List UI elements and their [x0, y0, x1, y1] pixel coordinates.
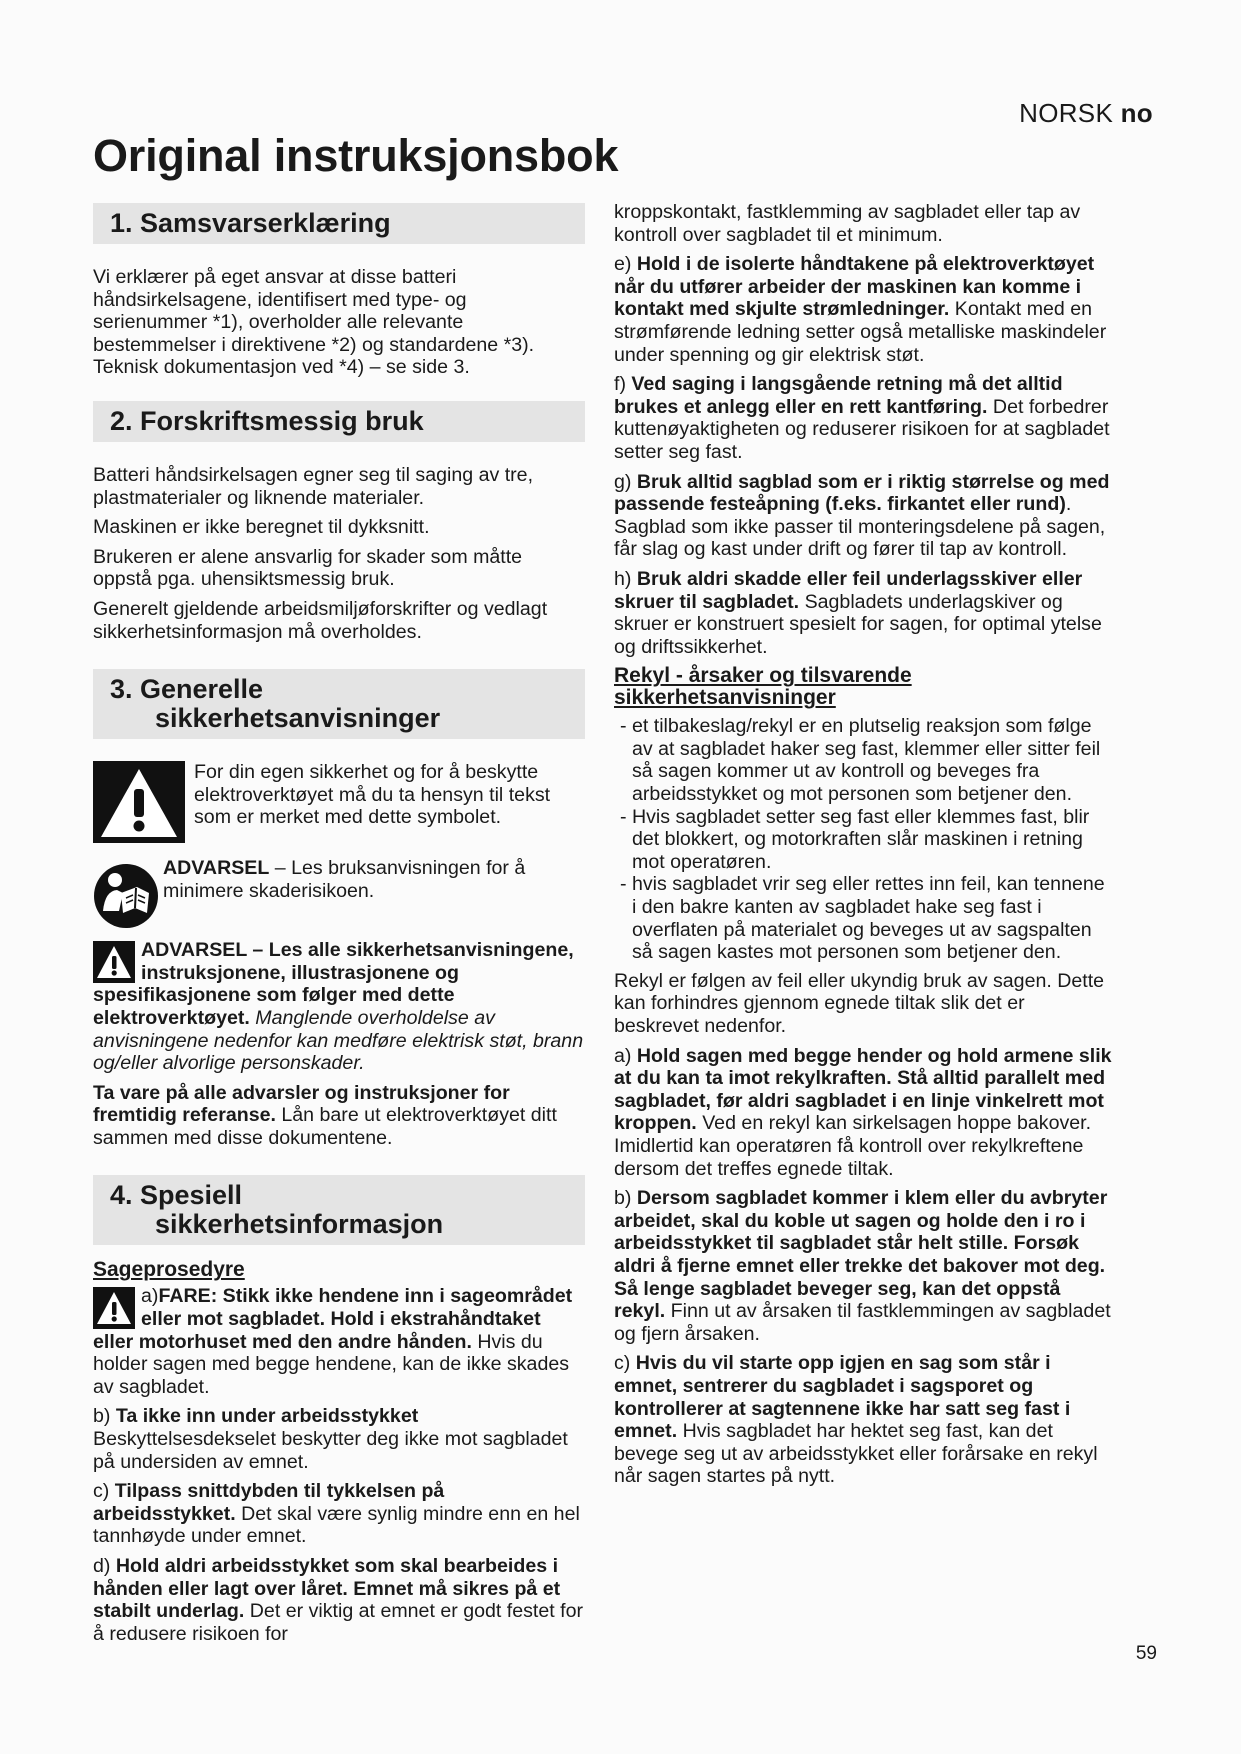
item-d [93, 1555, 585, 1645]
item-prefix: c) [614, 1352, 636, 1375]
item-text: Det skal være synlig mindre enn en hel tannhøyde under emnet. [93, 1502, 580, 1548]
list-item: - Hvis sagbladet setter seg fast eller klemmes fast, blir det blokkert, og motorkraften slår maskinen i retning mot operatøren. [620, 805, 1090, 873]
item-text: Finn ut av årsaken til fastklemmingen av sagbladet og fjern årsaken. [614, 1300, 1111, 1345]
keep-instructions-paragraph [93, 1082, 585, 1150]
item-prefix: g) [614, 470, 637, 493]
subheading-sageprosedyre: Sageprosedyre [93, 1258, 245, 1282]
keep-bold: Ta vare på alle advarsler og instruksjoner for fremtidig referanse. [93, 1081, 510, 1127]
item-prefix: c) [93, 1480, 115, 1503]
paragraph: Generelt gjeldende arbeidsmiljøforskrifter og vedlagt sikkerhetsinformasjon må overholdes. [93, 597, 548, 643]
item-bold: Bruk alltid sagblad som er i riktig størrelse og med passende festeåpning (f.eks. firkantet eller rund) [614, 470, 1110, 516]
item-text: Beskyttelsesdekselet beskytter deg ikke mot sagbladet på undersiden av emnet. [93, 1428, 568, 1473]
section-title-continued: sikkerhetsanvisninger [155, 703, 441, 734]
item-bold: Hold i de isolerte håndtakene på elektroverktøyet når du utfører arbeider der maskinen kan komme i kontakt med skjulte strømledninger. [614, 253, 1095, 321]
advarsel-text: – Les bruksanvisningen for å minimere skaderisikoen. [163, 857, 526, 902]
item-prefix: b) [614, 1187, 637, 1210]
warning-triangle-icon [93, 761, 185, 843]
item-text: Det er viktig at emnet er godt festet for å redusere risikoen for [93, 1600, 584, 1645]
rekyl-item-a [614, 1045, 1114, 1181]
keep-text: Lån bare ut elektroverktøyet ditt sammen med disse dokumentene. [93, 1104, 557, 1149]
section-number: 2. [110, 405, 133, 436]
section-number: 3. [110, 674, 133, 705]
item-bold: Bruk aldri skadde eller feil underlagsskiver eller skruer til sagbladet. [614, 567, 1083, 613]
page-number: 59 [1135, 1643, 1157, 1664]
section-number: 1. [110, 208, 133, 238]
item-text: . Sagblad som ikke passer til monteringsdelene på sagen, får slag og kast under drift og fører til tap av kontroll. [614, 493, 1106, 561]
document-title: Original instruksjonsbok [93, 130, 619, 181]
small-warning-triangle-icon [93, 941, 135, 983]
list-item: - hvis sagbladet vrir seg eller rettes inn feil, kan tennene i den bakre kanten av sagbladet hake seg fast i overflaten på materialet og beveges ut av sagspalten så sagen kastes mot personen som betjener den. [620, 873, 1105, 964]
advarsel-label: ADVARSEL [163, 857, 270, 880]
paragraph: Batteri håndsirkelsagen egner seg til saging av tre, plastmaterialer og liknende materialer. [93, 463, 534, 509]
item-prefix: h) [614, 567, 637, 590]
item-prefix: b) [93, 1405, 116, 1428]
item-text: Det forbedrer kuttenøyaktigheten og reduserer risikoen for at sagbladet setter seg fast. [614, 395, 1110, 463]
list-item: - et tilbakeslag/rekyl er en plutselig reaksjon som følge av at sagbladet haker seg fast, klemmer eller sitter feil så sagen kommer ut av kontroll og beveges fra arbeidsstykket og mot personen som betjener den. [620, 715, 1101, 806]
warning-italic: Manglende overholdelse av anvisningene nedenfor kan medføre elektrisk støt, brann og/eller alvorlige personskader. [93, 1006, 584, 1075]
declaration-text: Vi erklærer på eget ansvar at disse batteri håndsirkelsagene, identifisert med type- og serienummer *1), overholder alle relevante bestemmelser i direktivene *2) og standardene *3). Teknisk dokumentasjon ved *4) – se side 3. [93, 266, 535, 379]
section-heading-3 [93, 669, 585, 739]
rekyl-item-b [614, 1187, 1114, 1345]
read-manual-row [93, 857, 585, 929]
item-bold: Ta ikke inn under arbeidsstykket [115, 1405, 419, 1428]
item-bold: Hold aldri arbeidsstykket som skal bearbeides i hånden eller lagt over låret. Emnet må sikres på et stabilt underlag. [93, 1555, 561, 1623]
item-prefix: a) [141, 1285, 159, 1308]
item-text: Ved en rekyl kan sirkelsagen hoppe bakover. Imidlertid kan operatøren få kontroll over rekylkreftene dersom det treffes egnede tiltak. [614, 1112, 1092, 1180]
subheading-rekyl: Rekyl - årsaker og tilsvarende sikkerhetsanvisninger [614, 664, 912, 710]
warning-bold: ADVARSEL – Les alle sikkerhetsanvisningene, instruksjonene, illustrasjonene og spesifikasjonene som følger med dette elektroverktøyet. [93, 939, 574, 1029]
item-bold: Ved saging i langsgående retning må det alltid brukes et anlegg eller en rett kantføring. [614, 373, 1063, 418]
section-heading-1 [93, 203, 585, 244]
item-a [93, 1285, 585, 1398]
item-bold: FARE: Stikk ikke hendene inn i sageområdet eller mot sagbladet. Hold i ekstrahåndtaket eller motorhuset med den andre hånden. [93, 1285, 573, 1353]
paragraph: Maskinen er ikke beregnet til dykksnitt. [93, 516, 430, 539]
safety-symbol-row [93, 761, 585, 843]
item-prefix: d) [93, 1555, 116, 1577]
item-text: Hvis sagbladet har hektet seg fast, kan det bevege seg ut av arbeidsstykket eller forårsake en rekyl når sagen startes på nytt. [614, 1420, 1098, 1488]
section-heading-2 [93, 401, 585, 442]
paragraph: Brukeren er alene ansvarlig for skader som måtte oppstå pga. uhensiktsmessig bruk. [93, 545, 523, 591]
item-text: Kontakt med en strømførende ledning setter også metalliske maskindeler under spenning og gir elektrisk støt. [614, 298, 1107, 366]
read-manual-icon [93, 863, 159, 929]
rekyl-text: Rekyl er følgen av feil eller ukyndig bruk av sagen. Dette kan forhindres gjennom egnede tiltak slik det er beskrevet nedenfor. [614, 969, 1105, 1037]
item-prefix: a) [614, 1044, 637, 1067]
section-title: Spesiell [140, 1180, 243, 1211]
item-f [614, 373, 1114, 463]
section-title-continued: sikkerhetsinformasjon [155, 1209, 444, 1240]
safety-symbol-text: For din egen sikkerhet og for å beskytte elektroverktøyet må du ta hensyn til tekst som er merket med dette symbolet. [194, 761, 551, 829]
item-bold: Hvis du vil starte opp igjen en sag som står i emnet, sentrerer du sagbladet i sagsporet og kontrollerer at sagtennene ikke har satt seg fast i emnet. [614, 1352, 1071, 1443]
general-warning-paragraph [93, 939, 585, 1075]
section-title: Generelle [140, 674, 264, 705]
small-warning-triangle-icon [93, 1287, 135, 1329]
item-c [93, 1480, 585, 1548]
item-e [614, 253, 1114, 366]
right-column [614, 201, 1114, 1495]
item-bold: Tilpass snittdybden til tykkelsen på arbeidsstykket. [93, 1480, 445, 1525]
language-name: NORSK [1019, 98, 1114, 128]
item-g [614, 471, 1114, 561]
item-bold: Hold sagen med begge hender og hold armene slik at du kan ta imot rekylkraften. Stå alltid parallelt med sagbladet, før aldri sagbladet i en linje vinkelrett mot kroppen. [614, 1044, 1112, 1135]
section-title: Forskriftsmessig bruk [140, 405, 424, 436]
read-manual-text [163, 857, 585, 902]
section-title: Samsvarserklæring [140, 208, 391, 238]
rekyl-item-c [614, 1352, 1114, 1488]
item-text: Sagbladets underlagskiver og skruer er konstruert spesielt for sagen, for optimal ytelse og driftssikkerhet. [614, 590, 1102, 658]
section-number: 4. [110, 1180, 133, 1211]
language-code: no [1120, 98, 1153, 128]
section-heading-4 [93, 1175, 585, 1245]
language-label [1019, 98, 1153, 129]
left-column [93, 203, 585, 1652]
item-text: Hvis du holder sagen med begge hendene, kan de ikke skades av sagbladet. [93, 1330, 570, 1398]
item-prefix: e) [614, 253, 637, 276]
item-prefix: f) [614, 373, 632, 396]
item-h [614, 568, 1114, 658]
continued-text: kroppskontakt, fastklemming av sagbladet eller tap av kontroll over sagbladet til et minimum. [614, 201, 1081, 246]
item-b [93, 1405, 585, 1473]
rekyl-bullet-list [614, 715, 1114, 964]
item-bold: Dersom sagbladet kommer i klem eller du avbryter arbeidet, skal du koble ut sagen og holde den i ro i arbeidsstykket til sagbladet står helt stille. Forsøk aldri å fjerne emnet eller trekke det bakover mot deg. Så lenge sagbladet beveger seg, kan det oppstå rekyl. [614, 1187, 1108, 1323]
